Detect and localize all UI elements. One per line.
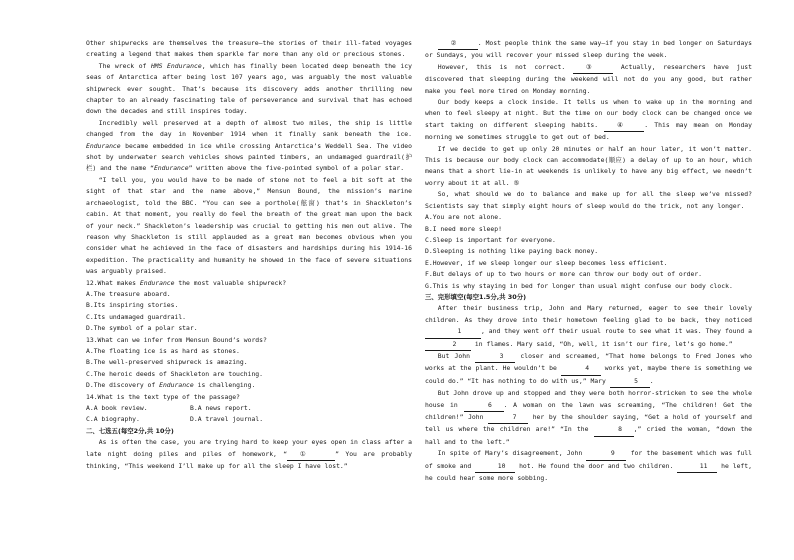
paragraph: “I tell you, you would have to be made of stone not to feel a bit soft at the sight of that star and the name above,” Mensun Bound, the mission’s marine archaeologist, told the BBC. “You can see a porthole(舷窗) that’s in Shackleton’s cabin. At that moment, you really do feel the breath of the great man upon the back of your neck.” Shackleton’s leadership was crucial to getting his men out alive. The reason why Shackleton is still applauded as a great man becomes obvious when you consider what he achieved in the face of disasters and hardships during his 1914-16 expedition. The practicality and humanity he showed in the face of severe situations was arguably praised. [86, 175, 412, 276]
text: Our body keeps a clock inside. It tells us when to wake up in the morning and when to feel sleepy at night. But the time on our body clock can be changed once we start taking on different sleeping habits. [425, 98, 752, 129]
ship-name: Endurance [153, 164, 189, 173]
ship-name: Endurance [86, 141, 121, 150]
text: ,” cried the woman, “down the hall and to the left.” [425, 425, 752, 446]
text: ” You are probably thinking, “This weekend I’ll make up for all the sleep I have lost.” [86, 449, 412, 471]
text: However, this is not correct. [437, 62, 574, 71]
option[interactable]: C.Its undamaged guardrail. [86, 312, 187, 321]
section-heading: 三、完形填空(每空1.5分,共 30分) [425, 292, 527, 301]
ship-name: Endurance [139, 278, 175, 287]
right-column [425, 38, 752, 484]
option[interactable]: E.However, if we sleep longer our sleep becomes less efficient. [425, 258, 668, 267]
answer-blank[interactable]: 2 [425, 339, 471, 351]
text: After their business trip, John and Mary returned, eager to see their lovely children. As they drove into their hometown feeling glad to be back, they noticed [425, 304, 752, 324]
option[interactable]: D.Sleeping is nothing like paying back money. [425, 247, 599, 256]
answer-blank[interactable]: ① [287, 449, 335, 461]
answer-blank[interactable]: 1 [425, 326, 481, 338]
text: her by the shoulder saying, “Get a hold of yourself and tell us where the children are!” “In the [425, 413, 752, 434]
answer-blank[interactable]: 8 [594, 424, 634, 436]
option[interactable]: D.A travel journal. [190, 415, 264, 424]
text: for the basement which was full of smoke and [425, 449, 752, 470]
paragraph [425, 351, 752, 388]
answer-blank[interactable]: 3 [475, 351, 515, 363]
answer-blank[interactable]: 7 [488, 412, 528, 424]
option[interactable]: B.A news report. [190, 404, 252, 412]
ship-name: Endurance [159, 381, 194, 390]
text: closer and screamed, “That home belongs to Fred Jones who works at the plant. He wouldn’t be [425, 351, 752, 373]
answer-blank[interactable]: 6 [464, 400, 504, 412]
text: . A woman on the lawn was screaming, “The children! Get the children!” John [425, 400, 752, 421]
answer-blank[interactable]: 4 [561, 363, 601, 375]
paragraph [425, 448, 752, 484]
paragraph [425, 303, 752, 351]
text: became embedded in ice while crossing Antarctica’s Weddell Sea. The video shot by underwater search vehicles shows painted timbers, an undamaged guardrail(护栏) and the name “ [86, 141, 412, 173]
option[interactable]: F.But delays of up to two hours or more can throw our body out of order. [425, 270, 703, 279]
text: works yet, maybe there is something we could do.” “It has nothing to do with us,” Mary [425, 364, 752, 385]
option[interactable]: D.The symbol of a polar star. [86, 324, 198, 333]
text: But John [437, 351, 476, 360]
answer-blank[interactable]: ② [438, 38, 478, 50]
left-column [86, 38, 412, 472]
text: . Most people think the same way—if you stay in bed longer on Saturdays or Sundays, you will recover your missed sleep during the week. [425, 39, 752, 60]
text: . This may mean on Monday morning we sometimes struggle to get out of bed. [425, 120, 752, 142]
section-heading: 二、七选五(每空2分,共 10分) [86, 426, 174, 435]
paragraph: Other shipwrecks are themselves the treasure—the stories of their ill-fated voyages creating a legend that makes them sparkle far more than any old or precious stones. [86, 39, 412, 59]
ship-name: HMS Endurance [150, 61, 202, 70]
option[interactable]: A.The treasure aboard. [86, 289, 171, 298]
text: Actually, researchers have just discovered that sleeping during the weekend will not do you any good, but rather make you feel more tired on Monday morning. [425, 62, 752, 95]
paragraph [425, 97, 752, 144]
option[interactable]: B.The well-preserved shipwreck is amazing. [86, 358, 248, 367]
paragraph [425, 38, 752, 62]
option[interactable]: A.The floating ice is as hard as stones. [86, 346, 240, 355]
text: The wreck of [98, 61, 151, 70]
text: he left, he could hear some more sobbing. [425, 461, 752, 483]
answer-blank[interactable]: ④ [604, 120, 644, 132]
option[interactable]: B.I need more sleep! [425, 224, 502, 233]
option[interactable]: B.Its inspiring stories. [86, 301, 179, 310]
text: . [649, 376, 654, 385]
answer-blank[interactable]: 10 [475, 461, 515, 473]
text: hot. He found the door and two children. [515, 461, 678, 470]
question-14: 14.What is the text type of the passage? [86, 392, 240, 401]
answer-blank[interactable]: 5 [610, 376, 650, 388]
paragraph [86, 437, 412, 472]
question-13: 13.What can we infer from Mensun Bound’s words? [86, 335, 267, 344]
option-row [86, 403, 412, 414]
text: If we decide to get up only 20 minutes or half an hour later, it won’t matter. This is because our body clock can accommodate(顺应) a delay of up to an hour, which means that a short lie-in at weekends is unlikely to have any big effect, we needn’t worry about it at all. [425, 144, 752, 187]
question-12 [86, 278, 412, 289]
text: is challenging. [193, 381, 256, 390]
option-row [86, 414, 412, 425]
text: In spite of Mary’s disagreement, John [437, 449, 587, 458]
paragraph [425, 388, 752, 448]
text: But John drove up and stopped and they were both horror-stricken to see the whole house in [425, 389, 752, 409]
paragraph [86, 118, 412, 175]
text: in flames. Mary said, “Oh, well, it isn’t our fire, let’s go home.” [471, 339, 733, 348]
option[interactable]: G.This is why staying in bed for longer than usual might confuse our body clock. [425, 281, 733, 290]
text: As is often the case, you are trying hard to keep your eyes open in class after a late night doing piles and piles of homework, “ [86, 438, 412, 458]
text: , which has finally been located deep beneath the icy seas of Antarctica after being lost 107 years ago, was arguably the most valuable shipwreck ever sought. That’s because its discovery adds another thrilling new chapter to an already fascinating tale of perseverance and survival that has echoed down the decades and still inspires today. [86, 61, 412, 116]
option[interactable]: C.A biography. [86, 415, 140, 424]
text: , and they went off their usual route to see what it was. They found a [481, 327, 752, 336]
option[interactable] [86, 380, 412, 391]
option[interactable]: C.The heroic deeds of Shackleton are touching. [86, 369, 263, 378]
answer-blank[interactable]: 11 [677, 461, 717, 473]
answer-blank[interactable]: ③ [573, 62, 613, 74]
answer-blank[interactable]: 9 [586, 448, 626, 460]
text: D.The discovery of [86, 381, 160, 390]
text: ” written above the five-pointed symbol of a polar star. [188, 164, 405, 173]
answer-blank[interactable]: ⑤ [513, 178, 520, 187]
paragraph [425, 62, 752, 97]
paragraph [425, 144, 752, 190]
paragraph: So, what should we do to balance and make up for all the sleep we’ve missed? Scientists say that simply eight hours of sleep would do the trick, not any longer. [425, 190, 752, 210]
option[interactable]: A.You are not alone. [425, 213, 502, 222]
text: the most valuable shipwreck? [174, 278, 287, 287]
option[interactable]: A.A book review. [86, 404, 148, 412]
text: Incredibly well preserved at a depth of almost two miles, the ship is little changed from the day in November 1914 when it finally sank beneath the ice. [86, 118, 412, 139]
option[interactable]: C.Sleep is important for everyone. [425, 235, 556, 244]
paragraph [86, 61, 412, 118]
text: 12.What makes [86, 278, 140, 287]
